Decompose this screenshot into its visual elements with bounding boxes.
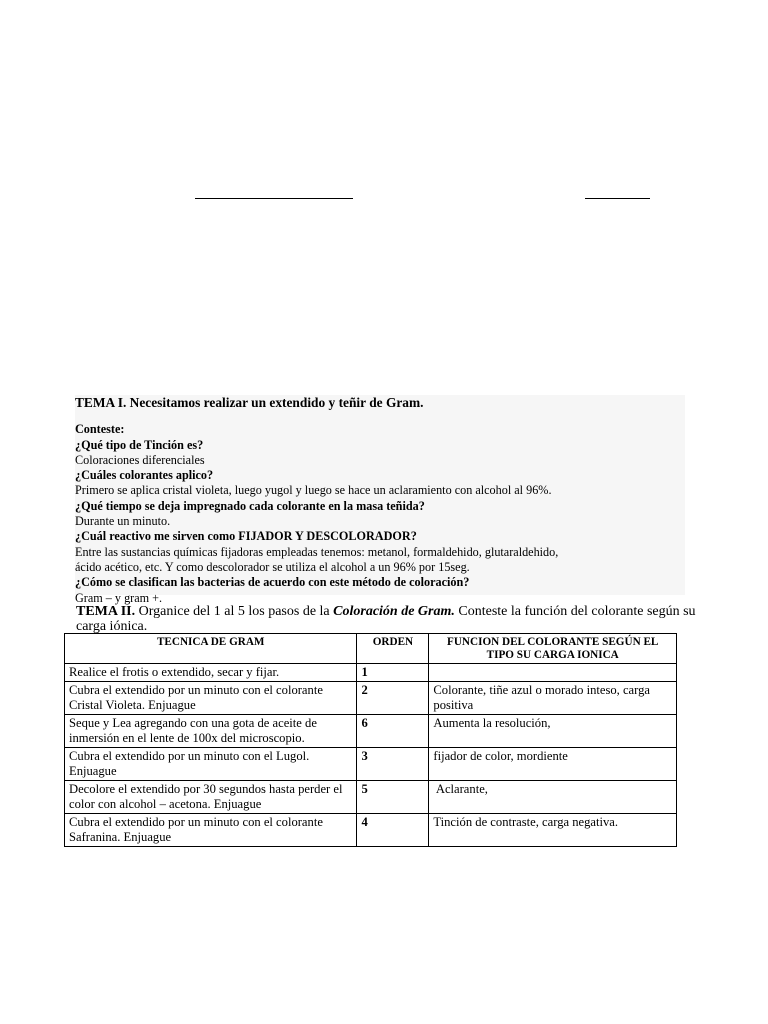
tema2-text-before: Organice del 1 al 5 los pasos de la bbox=[135, 604, 334, 619]
table-row bbox=[65, 781, 677, 814]
cell-funcion: fijador de color, mordiente bbox=[429, 748, 677, 781]
cell-funcion bbox=[429, 664, 677, 682]
question-4: ¿Cuál reactivo me sirven como FIJADOR Y DESCOLORADOR? bbox=[75, 529, 417, 544]
cell-orden: 4 bbox=[357, 814, 429, 847]
cell-orden: 6 bbox=[357, 715, 429, 748]
cell-tecnica: Cubra el extendido por un minuto con el colorante Cristal Violeta. Enjuague bbox=[65, 682, 357, 715]
question-2: ¿Cuáles colorantes aplico? bbox=[75, 468, 214, 483]
header-funcion: FUNCION DEL COLORANTE SEGÚN EL TIPO SU CARGA IONICA bbox=[429, 634, 677, 664]
cell-tecnica: Cubra el extendido por un minuto con el Lugol. Enjuague bbox=[65, 748, 357, 781]
answer-5: Gram – y gram +. bbox=[75, 590, 163, 605]
table-row bbox=[65, 748, 677, 781]
table-row bbox=[65, 682, 677, 715]
answer-2: Primero se aplica cristal violeta, luego yugol y luego se hace un aclaramiento con alcohol al 96%. bbox=[75, 483, 552, 498]
question-1: ¿Qué tipo de Tinción es? bbox=[75, 437, 204, 452]
tema2-italic: Coloración de Gram. bbox=[333, 604, 455, 619]
answer-3: Durante un minuto. bbox=[75, 514, 171, 529]
tema1-title: TEMA I. Necesitamos realizar un extendido y teñir de Gram. bbox=[75, 395, 424, 410]
gram-technique-table bbox=[64, 633, 677, 847]
tema1-prompt: Conteste: bbox=[75, 422, 125, 437]
cell-funcion: Tinción de contraste, carga negativa. bbox=[429, 814, 677, 847]
header-tecnica: TECNICA DE GRAM bbox=[65, 634, 357, 664]
table-row bbox=[65, 814, 677, 847]
tema2-text-after: Conteste la función del colorante según su carga iónica. bbox=[76, 604, 696, 634]
blank-underline-date bbox=[585, 198, 650, 199]
cell-tecnica: Cubra el extendido por un minuto con el colorante Safranina. Enjuague bbox=[65, 814, 357, 847]
cell-orden: 3 bbox=[357, 748, 429, 781]
table-header-row bbox=[65, 634, 677, 664]
table-row bbox=[65, 664, 677, 682]
answer-1: Coloraciones diferenciales bbox=[75, 452, 205, 467]
answer-4-line-2: ácido acético, etc. Y como descolorador se utiliza el alcohol a un 96% por 15seg. bbox=[75, 559, 470, 574]
cell-orden: 1 bbox=[357, 664, 429, 682]
answer-4-line-1: Entre las sustancias químicas fijadoras empleadas tenemos: metanol, formaldehido, glutaraldehido, bbox=[75, 544, 559, 559]
table-row bbox=[65, 715, 677, 748]
cell-funcion: Aumenta la resolución, bbox=[429, 715, 677, 748]
cell-orden: 2 bbox=[357, 682, 429, 715]
cell-tecnica: Seque y Lea agregando con una gota de aceite de inmersión en el lente de 100x del microscopio. bbox=[65, 715, 357, 748]
cell-tecnica: Realice el frotis o extendido, secar y fijar. bbox=[65, 664, 357, 682]
tema1-section bbox=[75, 395, 685, 605]
cell-funcion: Colorante, tiñe azul o morado inteso, carga positiva bbox=[429, 682, 677, 715]
tema2-label: TEMA II. bbox=[76, 604, 136, 619]
question-5: ¿Cómo se clasifican las bacterias de acuerdo con este método de coloración? bbox=[75, 575, 470, 590]
blank-underline-name bbox=[195, 198, 353, 199]
tema2-heading bbox=[76, 604, 716, 634]
question-3: ¿Qué tiempo se deja impregnado cada colorante en la masa teñida? bbox=[75, 498, 425, 513]
cell-tecnica: Decolore el extendido por 30 segundos hasta perder el color con alcohol – acetona. Enjuague bbox=[65, 781, 357, 814]
cell-orden: 5 bbox=[357, 781, 429, 814]
cell-funcion: Aclarante, bbox=[429, 781, 677, 814]
header-orden: ORDEN bbox=[357, 634, 429, 664]
